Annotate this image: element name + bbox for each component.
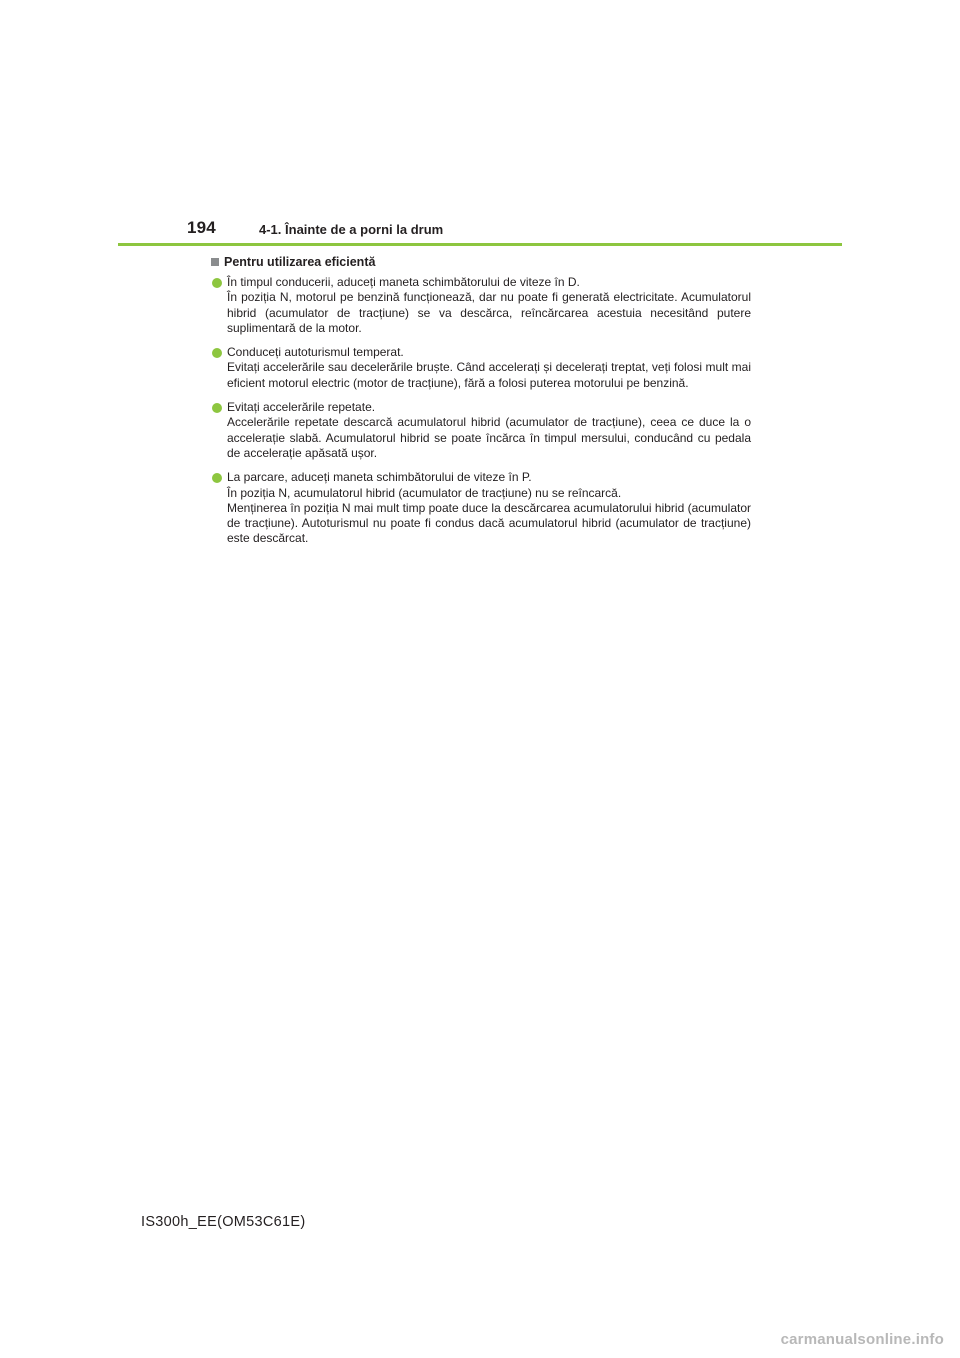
bullet-dot-icon (212, 278, 222, 288)
list-item-text: În poziția N, acumulatorul hibrid (acumulator de tracțiune) nu se reîncarcă. (227, 485, 622, 500)
list-item-lead: În timpul conducerii, aduceți maneta schimbătorului de viteze în D. (227, 275, 580, 289)
page-number: 194 (187, 218, 216, 237)
bullet-dot-icon (212, 473, 222, 483)
page-header (118, 214, 842, 246)
bullet-dot-icon (212, 348, 222, 358)
list-item-lead: La parcare, aduceți maneta schimbătorului de viteze în P. (227, 470, 532, 485)
list-item-text: În poziția N, motorul pe benzină funcționează, dar nu poate fi generată electricitate. Acumulatorul hibrid (acumulator de tracțiune) se va descărca, reîncărcarea acestuia necesitând putere suplimentară de la motor. (227, 290, 751, 335)
square-bullet-icon (211, 258, 219, 266)
list-item-text: Accelerările repetate descarcă acumulatorul hibrid (acumulator de tracțiune), ceea ce duce la o accelerație slabă. Acumulatorul hibrid se poate încărca în timpul mersului, conducând cu pedala de accelerație apăsată ușor. (227, 415, 751, 460)
section-title: 4-1. Înainte de a porni la drum (259, 222, 444, 237)
subsection-heading (211, 255, 751, 269)
watermark: carmanualsonline.info (780, 1331, 944, 1348)
list-item (211, 400, 751, 461)
list-item-lead: Evitați accelerările repetate. (227, 400, 376, 415)
bullet-dot-icon (212, 403, 222, 413)
list-item (211, 345, 751, 391)
list-item (211, 275, 751, 336)
list-item-text: Menținerea în poziția N mai mult timp poate duce la descărcarea acumulatorului hibrid (acumulator de tracțiune). Autoturismul nu poate fi condus dacă acumulatorul hibrid (acumulator de tracțiune) este descărcat. (227, 500, 751, 546)
list-item (211, 470, 751, 546)
list-item-text: Evitați accelerările sau decelerările bruște. Când accelerați și decelerați treptat, veți folosi mult mai eficient motorul electric (motor de tracțiune), fără a folosi puterea motorului pe benzină. (227, 360, 751, 390)
model-code: IS300h_EE(OM53C61E) (141, 1214, 306, 1230)
header-divider (118, 243, 842, 246)
list-item-lead: Conduceți autoturismul temperat. (227, 345, 404, 360)
page-content (211, 255, 751, 556)
subsection-title: Pentru utilizarea eficientă (224, 255, 376, 269)
